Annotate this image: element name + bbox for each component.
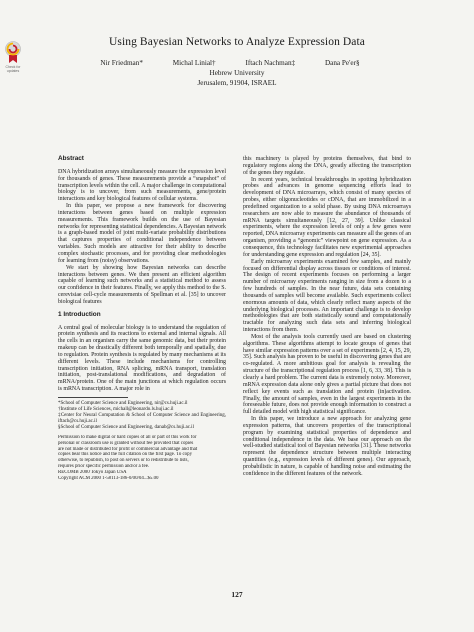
abstract-paragraph: In this paper, we propose a new framework for discovering interactions between genes based on multiple expression measurements. This framework builds on the use of Bayesian networks for representing statistical dependencies. A Bayesian network is a graph-based model of joint multi-variate probability distributions that captures properties of conditional independence between variables. Such models are attractive for their ability to describe complex stochastic processes, and for providing clear methodologies for learning from (noisy) observations.: [58, 203, 226, 264]
affiliation-location: Jerusalem, 91904, ISRAEL: [197, 79, 277, 87]
check-for-updates-caption: Check for updates: [5, 65, 21, 73]
footnote: §School of Computer Science and Engineering, danab@cs.huji.ac.il: [58, 425, 194, 430]
permission-notice: [58, 435, 226, 481]
author-list: [0, 59, 474, 67]
permission-line: are not made or distributed for profit or commercial advantage and that: [58, 446, 198, 452]
abstract-heading: Abstract: [58, 155, 84, 162]
permission-line: requires prior specific permission and/or a fee.: [58, 463, 150, 469]
paper-title: Using Bayesian Networks to Analyze Expression Data: [108, 36, 366, 48]
body-paragraph: this machinery is played by proteins themselves, that bind to regulatory regions along the DNA, greatly affecting the transcription of the genes they regulate.: [243, 156, 411, 176]
permission-line: Permission to make digital or hard copies of all or part of this work for: [58, 435, 197, 440]
section-heading-introduction: 1 Introduction: [58, 310, 101, 318]
affiliation-institution: Hebrew University: [209, 69, 265, 77]
body-paragraph: In recent years, technical breakthroughs in spotting hybridization probes and advances in genome sequencing efforts lead to development of DNA microarrays, which consist of many species of probes, either oligonucleotides or cDNA, that are immobilized in a predefined organization to a solid phase. By using DNA microarrays researchers are now able to measure the abundance of thousands of mRNA targets simultaneously [12, 27, 39]. Unlike classical experiments, where the expression levels of only a few genes were reported, DNA microarray experiments can measure all the genes of an organism, providing a “genomic” viewpoint on gene expression. As a consequence, this technology facilitates new experimental approaches for understanding gene expression and regulation [24, 35].: [243, 176, 411, 258]
body-paragraph: Early microarray experiments examined few samples, and mainly focused on differential display across tissues or conditions of interest. The design of recent experiments focuses on performing a larger number of microarray experiments ranging in size from a dozen to a few hundreds of samples. In the near future, data sets containing thousands of samples will become available. Such experiments collect enormous amounts of data, which clearly reflect many aspects of the underlying biological processes. An important challenge is to develop methodologies that are both statistically sound and computationally tractable for analyzing such data sets and inferring biological interactions from them.: [243, 258, 411, 334]
copyright-line: Copyright ACM 2000 1-58113-186-0/00/04...$5.00: [58, 475, 159, 481]
author-name: Michal Linial†: [172, 59, 216, 67]
permission-line: copies bear this notice and the full citation on the first page. To copy: [58, 452, 193, 458]
author-name: Iftach Nachman‡: [245, 59, 296, 67]
permission-line: otherwise, to republish, to post on servers or to redistribute to lists,: [58, 458, 189, 464]
permission-line: personal or classroom use is granted without fee provided that copies: [58, 440, 194, 446]
body-paragraph: A central goal of molecular biology is to understand the regulation of protein synthesis and its reactions to external and internal signals. All the cells in an organism carry the same genomic data, but their protein makeup can be drastically different both temporally and spatially, due to regulation. Protein synthesis is regulated by many mechanisms at its different levels. These include mechanisms for controlling transcription initiation, RNA splicing, mRNA transport, translation initiation, post-translational modifications, and degradation of mRNA/protein. One of the main junctions at which regulation occurs is mRNA transcription. A major role in: [58, 324, 226, 393]
abstract-paragraph: We start by showing how Bayesian networks can describe interactions between genes. We then present an efficient algorithm capable of learning such networks and a statistical method to assess our confidence in their features. Finally, we apply this method to the S. cerevisiae cell-cycle measurements of Spellman et al. [35] to uncover biological features: [58, 264, 226, 305]
footnote: ‡Center for Neural Computation & School of Computer Science and Engineering, iftach@cs.huji.ac.il: [58, 413, 226, 424]
left-column: [58, 156, 226, 481]
abstract-paragraph: DNA hybridization arrays simultaneously measure the expression level for thousands of genes. These measurements provide a “snapshot” of transcription levels within the cell. A major challenge in computational biology is to uncover, from such measurements, gene/protein interactions and key biological features of cellular systems.: [58, 168, 226, 203]
footnote: *School of Computer Science and Engineering, nir@cs.huji.ac.il: [58, 401, 188, 406]
footnote: †Institute of Life Sciences, michall@leonardo.ls.huji.ac.il: [58, 407, 174, 412]
author-name: Nir Friedman*: [100, 59, 143, 67]
body-paragraph: Most of the analysis tools currently used are based on clustering algorithms. These algorithms attempt to locate groups of genes that have similar expression patterns over a set of experiments [2, 4, 15, 29, 35]. Such analysis has proven to be useful in discovering genes that are co-regulated. A more ambitious goal for analysis is revealing the structure of the transcriptional regulation process [1, 6, 33, 38]. This is clearly a hard problem. The current data is extremely noisy. Moreover, mRNA expression data alone only gives a partial picture that does not reflect key events such as translation and protein (in)activation. Finally, the amount of samples, even in the largest experiments in the foreseeable future, does not provide enough information to construct a full detailed model with high statistical significance.: [243, 333, 412, 416]
page-number: 127: [231, 590, 243, 599]
author-name: Dana Pe'er§: [324, 59, 360, 67]
footnote-divider: [58, 397, 128, 398]
conference-line: RECOMB 2000 Tokyo Japan USA: [58, 469, 127, 475]
body-paragraph: In this paper, we introduce a new approach for analyzing gene expression patterns, that uncovers properties of the transcriptional program by examining statistical properties of dependence and conditional independence in the data. We base our approach on the well-studied statistical tool of Bayesian networks [31]. These networks represent the dependence structure between multiple interacting quantities (e.g., expression levels of different genes). Our approach, probabilistic in nature, is capable of handling noise and estimating the confidence in the different features of the network.: [243, 416, 411, 477]
right-column: [243, 156, 411, 478]
